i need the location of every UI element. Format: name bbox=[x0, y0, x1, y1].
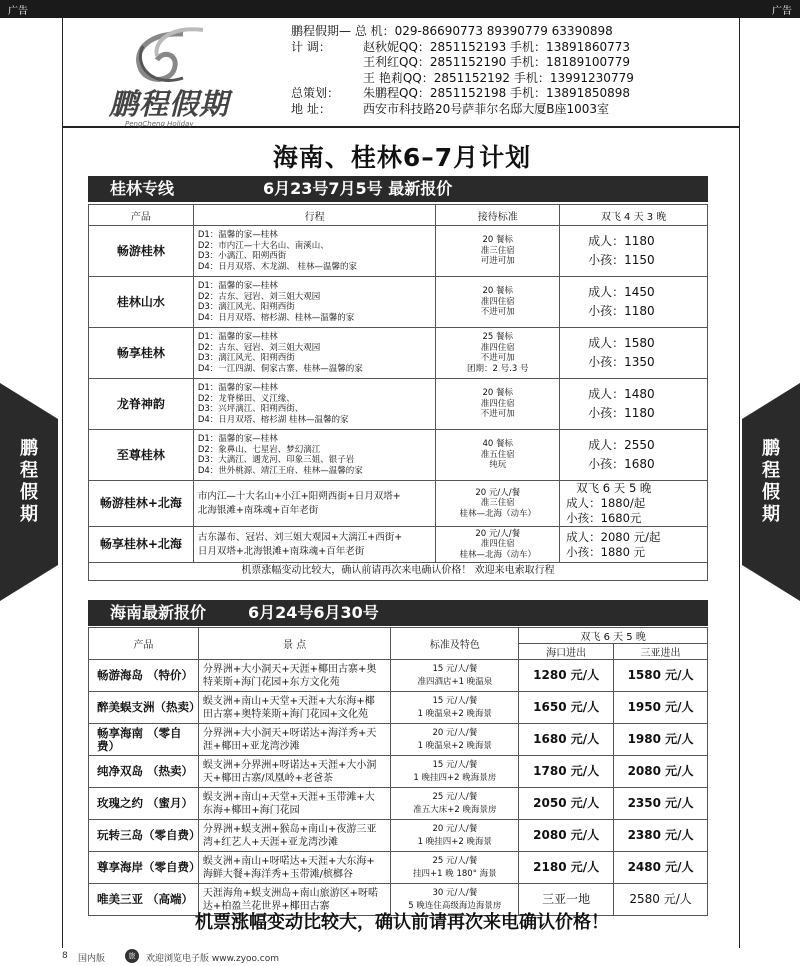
table-row bbox=[89, 277, 708, 328]
product-name: 玩转三岛（零自费） bbox=[89, 820, 199, 852]
price: 成人：1480 小孩：1180 bbox=[560, 379, 708, 430]
publisher-icon: 旅 bbox=[125, 949, 139, 963]
contact-value: 029-86690773 89390779 63390898 bbox=[394, 24, 613, 38]
hainan-section-band bbox=[88, 600, 708, 626]
service-standard: 20 餐标 准四住宿 不进可加 bbox=[436, 379, 560, 430]
price-sanya: 2580 元/人 bbox=[614, 884, 708, 916]
service-standard: 25 元/人/餐 挂四+1 晚 180° 海景 bbox=[391, 852, 519, 884]
price-sanya: 2350 元/人 bbox=[614, 788, 708, 820]
contact-value: 王利红QQ：2851152190 手机：18189100779 bbox=[363, 55, 631, 69]
itinerary: D1：温馨的家—桂林 D2：象鼻山、七星岩、梦幻漓江 D3：大漓江、遇龙河、印象三姐、银子岩 D4：世外桃源、靖江王府、桂林—温馨的家 bbox=[193, 430, 436, 481]
contact-value: 朱鹏程QQ：2851152198 手机：13891850898 bbox=[363, 86, 631, 100]
table-header-row bbox=[89, 628, 708, 644]
ad-label-left: 广告 bbox=[8, 6, 28, 17]
logo-subtitle: PengCheng Holiday bbox=[125, 120, 194, 128]
price-sanya: 2380 元/人 bbox=[614, 820, 708, 852]
logo bbox=[93, 26, 243, 128]
price-sanya: 1950 元/人 bbox=[614, 692, 708, 724]
side-label: 鹏 程 假 期 bbox=[762, 438, 780, 525]
column-subheader: 海口进出 bbox=[519, 644, 614, 660]
service-standard: 25 元/人/餐 准五大床+2 晚海景房 bbox=[391, 788, 519, 820]
contact-row bbox=[291, 24, 634, 40]
price-haikou: 2180 元/人 bbox=[519, 852, 614, 884]
table-row bbox=[89, 481, 708, 527]
column-header: 产品 bbox=[89, 205, 194, 226]
price-haikou: 1680 元/人 bbox=[519, 724, 614, 756]
price-sanya: 2480 元/人 bbox=[614, 852, 708, 884]
website-link[interactable]: 欢迎浏览电子版 www.zyoo.com bbox=[146, 954, 279, 964]
price-haikou: 1780 元/人 bbox=[519, 756, 614, 788]
contact-row bbox=[291, 86, 634, 102]
product-name: 纯净双岛 （热卖） bbox=[89, 756, 199, 788]
service-standard: 20 元/人/餐 准三住宿 桂林—北海（动车） bbox=[436, 481, 560, 527]
price: 成人：1450 小孩：1180 bbox=[560, 277, 708, 328]
itinerary: D1：温馨的家—桂林 D2：古东、冠岩、刘三姐大观园 D3：漓江风光、阳朔西街 D4：日月双塔、榕杉湖、桂林—温馨的家 bbox=[193, 277, 436, 328]
product-name: 唯美三亚 （高端） bbox=[89, 884, 199, 916]
guilin-band-date: 6月23号7月5号 最新报价 bbox=[263, 179, 453, 198]
service-standard: 15 元/人/餐 1 晚挂四+2 晚海景房 bbox=[391, 756, 519, 788]
table-row bbox=[89, 724, 708, 756]
column-header: 双飞 4 天 3 晚 bbox=[560, 205, 708, 226]
price: 成人：2080 元/起 小孩：1880 元 bbox=[560, 527, 708, 563]
table-row bbox=[89, 527, 708, 563]
product-name: 畅游桂林+北海 bbox=[89, 481, 194, 527]
table-row bbox=[89, 430, 708, 481]
guilin-band-title: 桂林专线 bbox=[110, 179, 175, 198]
price: 成人：2550 小孩：1680 bbox=[560, 430, 708, 481]
price-sanya: 1580 元/人 bbox=[614, 660, 708, 692]
attractions: 分界洲+大小洞天+呀诺达+海洋秀+天 涯+椰田+亚龙湾沙滩 bbox=[198, 724, 391, 756]
price-note: 机票涨幅变动比较大，确认前请再次来电确认价格！ 欢迎来电索取行程 bbox=[89, 563, 708, 581]
contact-label: 鹏程假期— 总 机： bbox=[291, 24, 395, 38]
service-standard: 20 元/人/餐 准四住宿 桂林—北海（动车） bbox=[436, 527, 560, 563]
hainan-price-table bbox=[88, 627, 708, 916]
service-standard: 15 元/人/餐 1 晚温泉+2 晚海景 bbox=[391, 692, 519, 724]
service-standard: 20 元/人/餐 1 晚挂四+2 晚海景 bbox=[391, 820, 519, 852]
attractions: 蜈支洲+南山+呀喏达+天涯+大东海+ 海鲜大餐+海洋秀+玉带滩/槟榔谷 bbox=[198, 852, 391, 884]
column-header: 双飞 6 天 5 晚 bbox=[519, 628, 708, 644]
service-standard: 20 元/人/餐 1 晚温泉+2 晚海景 bbox=[391, 724, 519, 756]
itinerary: D1：温馨的家—桂林 D2：龙脊梯田、义江缘、 D3：兴坪漓江、阳朔西街、 D4：日月双塔、榕杉湖 桂林—温馨的家 bbox=[193, 379, 436, 430]
column-header: 景 点 bbox=[198, 628, 391, 660]
service-standard: 25 餐标 准四住宿 不进可加 团期：2 号.3 号 bbox=[436, 328, 560, 379]
price-haikou: 1650 元/人 bbox=[519, 692, 614, 724]
side-tab-left bbox=[0, 383, 58, 601]
service-standard: 30 元/人/餐 5 晚连住高级海边海景房 bbox=[391, 884, 519, 916]
side-tab-right bbox=[742, 383, 800, 601]
price-haikou: 1280 元/人 bbox=[519, 660, 614, 692]
service-standard: 20 餐标 准四住宿 不进可加 bbox=[436, 277, 560, 328]
logo-text: 鹏程假期 bbox=[109, 87, 230, 121]
product-name: 畅享桂林+北海 bbox=[89, 527, 194, 563]
contact-value: 赵秋妮QQ：2851152193 手机：13891860773 bbox=[363, 39, 631, 54]
page-footer bbox=[0, 948, 800, 966]
attractions: 蜈支洲+分界洲+呀诺达+天涯+大小洞 天+椰田古寨/凤凰岭+老爸茶 bbox=[198, 756, 391, 788]
itinerary: D1：温馨的家—桂林 D2：市内江—十大名山、南溪山、 D3：小漓江、阳朔西街 D4：日月双塔、木龙湖、 桂林—温馨的家 bbox=[193, 226, 436, 277]
table-row bbox=[89, 852, 708, 884]
price-haikou: 三亚一地 bbox=[519, 884, 614, 916]
price: 成人：1580 小孩：1350 bbox=[560, 328, 708, 379]
table-row bbox=[89, 226, 708, 277]
table-row bbox=[89, 328, 708, 379]
contact-value: 王 艳莉QQ：2851152192 手机：13991230779 bbox=[363, 70, 634, 85]
ad-label-right: 广告 bbox=[772, 6, 792, 17]
table-row bbox=[89, 660, 708, 692]
contact-label: 计 调： bbox=[291, 39, 331, 54]
product-name: 尊享海岸（零自费） bbox=[89, 852, 199, 884]
table-row bbox=[89, 788, 708, 820]
page-number: 8 bbox=[62, 951, 68, 961]
product-name: 畅享海南 （零自费） bbox=[89, 724, 199, 756]
contact-row bbox=[291, 102, 634, 118]
attractions: 天涯海角+蜈支洲岛+南山旅游区+呀喏 达+柏盈兰花世界+椰田古寨 bbox=[198, 884, 391, 916]
guilin-section-band bbox=[88, 176, 708, 202]
itinerary: 市内江—十大名山+小江+阳朔西街+日月双塔+ 北海银滩+南珠魂+百年老街 bbox=[193, 481, 436, 527]
price-haikou: 2050 元/人 bbox=[519, 788, 614, 820]
column-header: 标准及特色 bbox=[391, 628, 519, 660]
table-note-row bbox=[89, 563, 708, 581]
table-row bbox=[89, 379, 708, 430]
table-header-row bbox=[89, 205, 708, 226]
column-header: 产品 bbox=[89, 628, 199, 660]
column-header: 接待标准 bbox=[436, 205, 560, 226]
price: 双飞 6 天 5 晚 成人：1880/起 小孩：1680元 bbox=[560, 481, 708, 527]
price-sanya: 1980 元/人 bbox=[614, 724, 708, 756]
product-name: 畅游桂林 bbox=[89, 226, 194, 277]
price-sanya: 2080 元/人 bbox=[614, 756, 708, 788]
contact-row bbox=[291, 40, 634, 56]
page-title: 海南、桂林6–7月计划 bbox=[272, 143, 532, 172]
contact-row bbox=[291, 71, 634, 87]
attractions: 分界洲+蜈支洲+猴岛+南山+夜游三亚 湾+红艺人+天涯+亚龙湾沙滩 bbox=[198, 820, 391, 852]
price: 成人：1180 小孩：1150 bbox=[560, 226, 708, 277]
table-row bbox=[89, 820, 708, 852]
price-haikou: 2080 元/人 bbox=[519, 820, 614, 852]
header bbox=[62, 18, 740, 128]
contact-info bbox=[291, 24, 634, 117]
attractions: 蜈支洲+南山+天堂+天涯+玉带滩+大 东海+椰田+海门花园 bbox=[198, 788, 391, 820]
hainan-band-title: 海南最新报价 bbox=[110, 603, 207, 622]
main-content bbox=[62, 128, 740, 948]
product-name: 畅享桂林 bbox=[89, 328, 194, 379]
edition-label: 国内版 bbox=[78, 954, 106, 964]
service-standard: 40 餐标 准五住宿 纯玩 bbox=[436, 430, 560, 481]
product-name: 桂林山水 bbox=[89, 277, 194, 328]
attractions: 分界洲+大小洞天+天涯+椰田古寨+奥 特莱斯+海门花园+东方文化苑 bbox=[198, 660, 391, 692]
column-subheader: 三亚进出 bbox=[614, 644, 708, 660]
service-standard: 15 元/人/餐 准四酒店+1 晚温泉 bbox=[391, 660, 519, 692]
attractions: 蜈支洲+南山+天堂+天涯+大东海+椰 田古寨+奥特莱斯+海门花园+文化苑 bbox=[198, 692, 391, 724]
price-disclaimer: 机票涨幅变动比较大，确认前请再次来电确认价格！ bbox=[195, 912, 609, 933]
product-name: 畅游海岛 （特价） bbox=[89, 660, 199, 692]
contact-label: 地 址： bbox=[291, 101, 331, 116]
product-name: 至尊桂林 bbox=[89, 430, 194, 481]
guilin-price-table bbox=[88, 204, 708, 581]
itinerary: D1：温馨的家—桂林 D2：古东、冠岩、刘三姐大观园 D3：漓江风光、阳朔西街 D4：一江四湖、侗家古寨、桂林—温馨的家 bbox=[193, 328, 436, 379]
product-name: 龙脊神韵 bbox=[89, 379, 194, 430]
product-name: 醉美蜈支洲（热卖） bbox=[89, 692, 199, 724]
product-name: 玫瑰之约 （蜜月） bbox=[89, 788, 199, 820]
table-row bbox=[89, 692, 708, 724]
hainan-band-date: 6月24号6月30号 bbox=[248, 603, 379, 622]
top-bar bbox=[0, 0, 800, 18]
contact-row bbox=[291, 55, 634, 71]
table-row bbox=[89, 756, 708, 788]
column-header: 行程 bbox=[193, 205, 436, 226]
service-standard: 20 餐标 准三住宿 可进可加 bbox=[436, 226, 560, 277]
side-label: 鹏 程 假 期 bbox=[20, 438, 38, 525]
contact-label: 总策划： bbox=[291, 86, 340, 100]
contact-value: 西安市科技路20号萨菲尔名邸大厦B座1003室 bbox=[363, 101, 610, 116]
itinerary: 古东瀑布、冠岩、刘三姐大观园+大漓江+西街+ 日月双塔+北海银滩+南珠魂+百年老街 bbox=[193, 527, 436, 563]
